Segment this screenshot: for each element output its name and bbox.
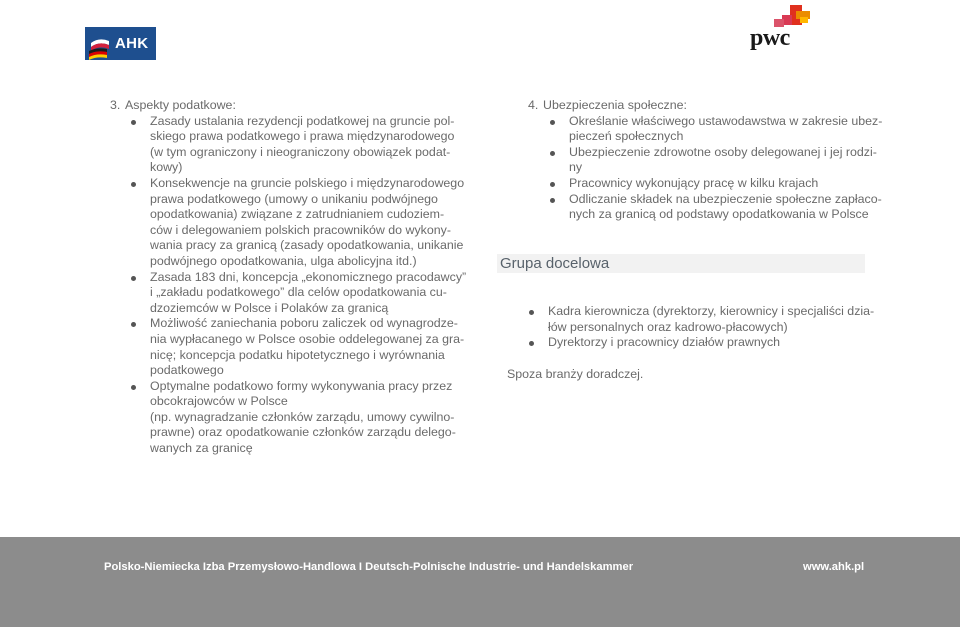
ahk-logo-text: AHK — [115, 35, 149, 52]
item-line: nia wypłacanego w Polsce osobie oddelegowanej za gra- — [150, 331, 465, 346]
target-group-title: Grupa docelowa — [500, 255, 610, 272]
footer-chamber-name: Polsko-Niemiecka Izba Przemysłowo-Handlowa I Deutsch-Polnische Industrie- und Handelskammer — [104, 561, 634, 573]
bullet-icon — [550, 151, 555, 156]
list-item — [528, 144, 877, 176]
ahk-logo — [85, 27, 156, 60]
bullet-icon — [550, 182, 555, 187]
item-line: i „zakładu podatkowego” dla celów opodatkowania cu- — [150, 285, 447, 300]
list-item — [528, 113, 883, 145]
item-line: nych za granicą od podstawy opodatkowania w Polsce — [569, 207, 869, 222]
target-group-section — [507, 304, 875, 351]
item-line: wania pracy za granicą (zasady opodatkowania, unikanie — [150, 238, 464, 253]
footer-bar — [0, 537, 960, 627]
item-line: Określanie właściwego ustawodawstwa w zakresie ubez- — [569, 113, 883, 128]
poland-germany-flag-icon — [85, 27, 115, 60]
item-line: (w tym ograniczony i nieograniczony obowiązek podat- — [150, 144, 451, 159]
tax-aspects-list — [110, 113, 467, 457]
list-item — [110, 378, 456, 457]
item-line: prawa podatkowego (umowy o unikaniu podwójnego — [150, 191, 438, 206]
item-line: obcokrajowców w Polsce — [150, 394, 288, 409]
item-line: Zasada 183 dni, koncepcja „ekonomicznego pracodawcy” — [150, 269, 467, 284]
bullet-icon — [529, 341, 534, 346]
bullet-icon — [131, 120, 136, 125]
item-line: ny — [569, 160, 583, 175]
item-line: łów personalnych oraz kadrowo-płacowych) — [548, 319, 788, 334]
item-line: Pracownicy wykonujący pracę w kilku krajach — [569, 175, 819, 190]
item-line: pieczeń społecznych — [569, 129, 684, 144]
section-number: 3. — [110, 98, 121, 112]
bullet-icon — [529, 310, 534, 315]
bullet-icon — [131, 322, 136, 327]
item-line: nicę; koncepcja podatku hipotetycznego i wyrównania — [150, 347, 445, 362]
section-heading — [110, 98, 450, 114]
item-line: prawne) oraz opodatkowanie członków zarządu delego- — [150, 425, 456, 440]
item-line: Możliwość zaniechania poboru zaliczek od wynagrodze- — [150, 316, 458, 331]
item-line: Dyrektorzy i pracownicy działów prawnych — [548, 335, 781, 350]
item-line: wanych za granicę — [150, 441, 253, 456]
list-item — [507, 304, 875, 335]
pwc-logo — [750, 3, 812, 51]
item-line: dzoziemców w Polsce i Polaków za granicą — [150, 300, 389, 315]
list-item — [110, 113, 455, 176]
footer-website-link[interactable]: www.ahk.pl — [803, 561, 865, 573]
bullet-icon — [131, 182, 136, 187]
target-group-note: Spoza branży doradczej. — [507, 367, 644, 381]
bullet-icon — [550, 198, 555, 203]
item-line: Ubezpieczenie zdrowotne osoby delegowanej i jej rodzi- — [569, 144, 877, 159]
bullet-icon — [550, 120, 555, 125]
bullet-icon — [131, 276, 136, 281]
list-item — [507, 335, 867, 351]
target-group-list — [507, 304, 875, 351]
list-item — [110, 316, 465, 378]
item-line: kowy) — [150, 160, 183, 175]
section-heading — [528, 98, 868, 114]
item-line: podatkowego — [150, 363, 224, 378]
item-line: ców i delegowaniem polskich pracowników do wykony- — [150, 222, 451, 237]
target-group-heading-box — [497, 254, 865, 273]
item-line: Kadra kierownicza (dyrektorzy, kierownicy i specjaliści dzia- — [548, 304, 875, 318]
section-title: Ubezpieczenia społeczne: — [543, 98, 687, 112]
item-line: podwójnego opodatkowania, ulga abolicyjna itd.) — [150, 253, 417, 268]
item-line: opodatkowania) związane z zatrudnianiem cudoziem- — [150, 207, 445, 222]
social-insurance-section — [528, 98, 883, 223]
item-line: skiego prawa podatkowego i prawa międzynarodowego — [150, 129, 455, 144]
social-insurance-list — [528, 113, 883, 223]
tax-aspects-section — [110, 98, 467, 457]
item-line: Odliczanie składek na ubezpieczenie społeczne zapłaco- — [569, 191, 882, 206]
list-item — [528, 176, 868, 192]
item-line: Optymalne podatkowo formy wykonywania pracy przez — [150, 378, 453, 393]
list-item — [528, 191, 882, 223]
section-title: Aspekty podatkowe: — [125, 98, 236, 112]
list-item — [110, 269, 467, 317]
item-line: Konsekwencje na gruncie polskiego i międzynarodowego — [150, 175, 465, 190]
item-line: Zasady ustalania rezydencji podatkowej na gruncie pol- — [150, 113, 455, 128]
pwc-logo-text: pwc — [750, 25, 790, 51]
bullet-icon — [131, 385, 136, 390]
list-item — [110, 175, 465, 270]
item-line: (np. wynagradzanie członków zarządu, umowy cywilno- — [150, 409, 455, 424]
section-number: 4. — [528, 98, 539, 112]
